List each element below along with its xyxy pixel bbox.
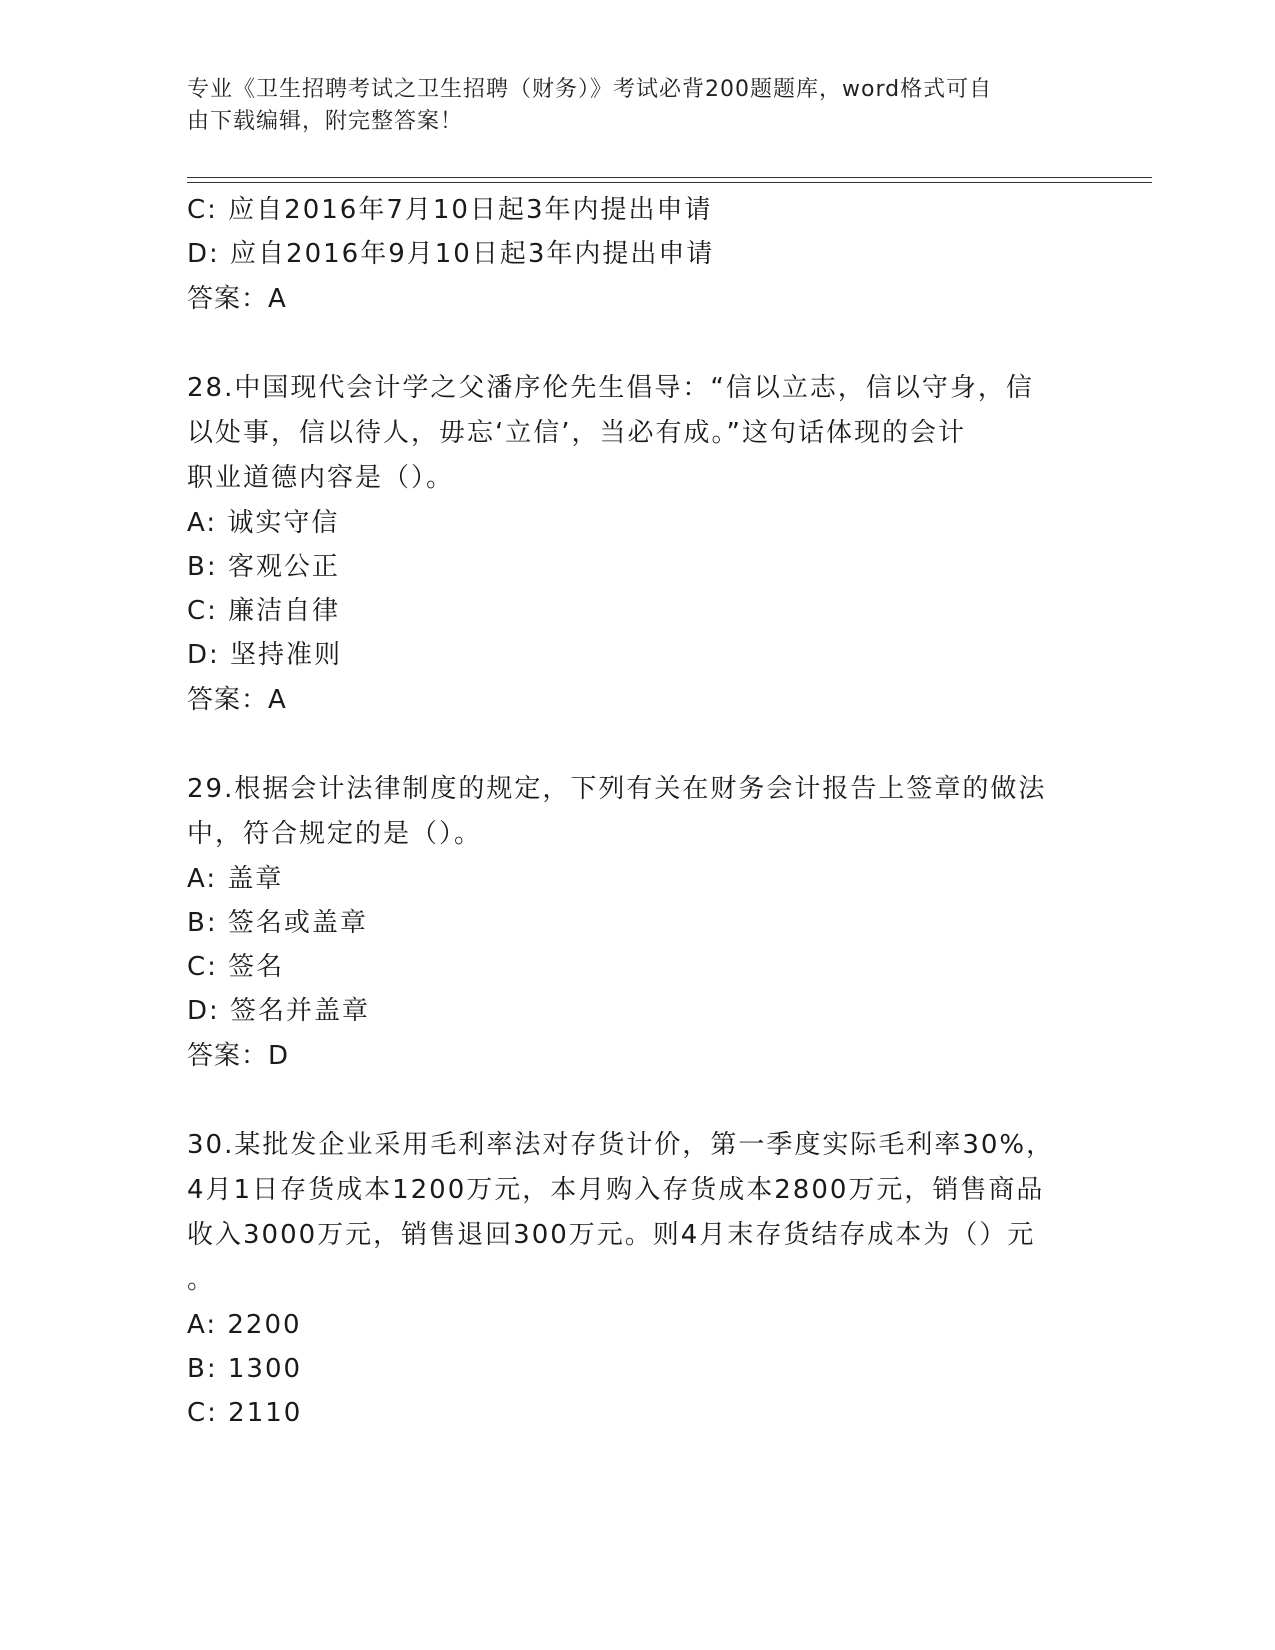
question-text-line: 收入3000万元，销售退回300万元。则4月末存货结存成本为（）元 bbox=[187, 1220, 1036, 1250]
question-text-line: 。 bbox=[187, 1265, 216, 1295]
header-line-1: 专业《卫生招聘考试之卫生招聘（财务）》考试必背200题题库，word格式可自 bbox=[187, 77, 993, 102]
spacer bbox=[187, 723, 1087, 767]
question-text-line: 28.中国现代会计学之父潘序伦先生倡导：“信以立志，信以守身，信 bbox=[187, 373, 1034, 403]
question-text-line: 以处事，信以待人，毋忘‘立信’，当必有成。”这句话体现的会计 bbox=[187, 418, 966, 448]
option-c: C: 签名 bbox=[187, 952, 285, 982]
question-29 bbox=[187, 767, 1087, 1079]
question-text-line: 30.某批发企业采用毛利率法对存货计价，第一季度实际毛利率30%， bbox=[187, 1130, 1055, 1160]
option-d: D: 坚持准则 bbox=[187, 640, 343, 670]
option-b: B: 客观公正 bbox=[187, 552, 340, 582]
option-a: A: 诚实守信 bbox=[187, 508, 340, 538]
answer-label: 答案：A bbox=[187, 685, 287, 715]
option-b: B: 签名或盖章 bbox=[187, 908, 368, 938]
option-c: C: 廉洁自律 bbox=[187, 596, 341, 626]
option-b: B: 1300 bbox=[187, 1354, 303, 1384]
question-content bbox=[187, 188, 1087, 1435]
answer-label: 答案：D bbox=[187, 1041, 290, 1071]
option-a: A: 2200 bbox=[187, 1310, 302, 1340]
question-27-continued bbox=[187, 188, 1087, 322]
option-c: C: 2110 bbox=[187, 1398, 303, 1428]
header-divider-bottom bbox=[187, 182, 1152, 183]
question-text-line: 4月1日存货成本1200万元，本月购入存货成本2800万元，销售商品 bbox=[187, 1175, 1045, 1205]
option-a: A: 盖章 bbox=[187, 864, 284, 894]
question-text-line: 29.根据会计法律制度的规定，下列有关在财务会计报告上签章的做法 bbox=[187, 774, 1047, 804]
question-28 bbox=[187, 366, 1087, 723]
option-d: D: 签名并盖章 bbox=[187, 996, 371, 1026]
header-line-2: 由下载编辑，附完整答案！ bbox=[187, 109, 464, 134]
option-d: D: 应自2016年9月10日起3年内提出申请 bbox=[187, 239, 715, 269]
question-30 bbox=[187, 1123, 1087, 1435]
question-text-line: 职业道德内容是（）。 bbox=[187, 463, 455, 493]
question-text-line: 中，符合规定的是（）。 bbox=[187, 819, 483, 849]
option-c: C: 应自2016年7月10日起3年内提出申请 bbox=[187, 195, 713, 225]
document-header bbox=[187, 74, 1067, 138]
spacer bbox=[187, 1079, 1087, 1123]
header-divider-top bbox=[187, 177, 1152, 178]
spacer bbox=[187, 322, 1087, 366]
answer-label: 答案：A bbox=[187, 284, 287, 314]
